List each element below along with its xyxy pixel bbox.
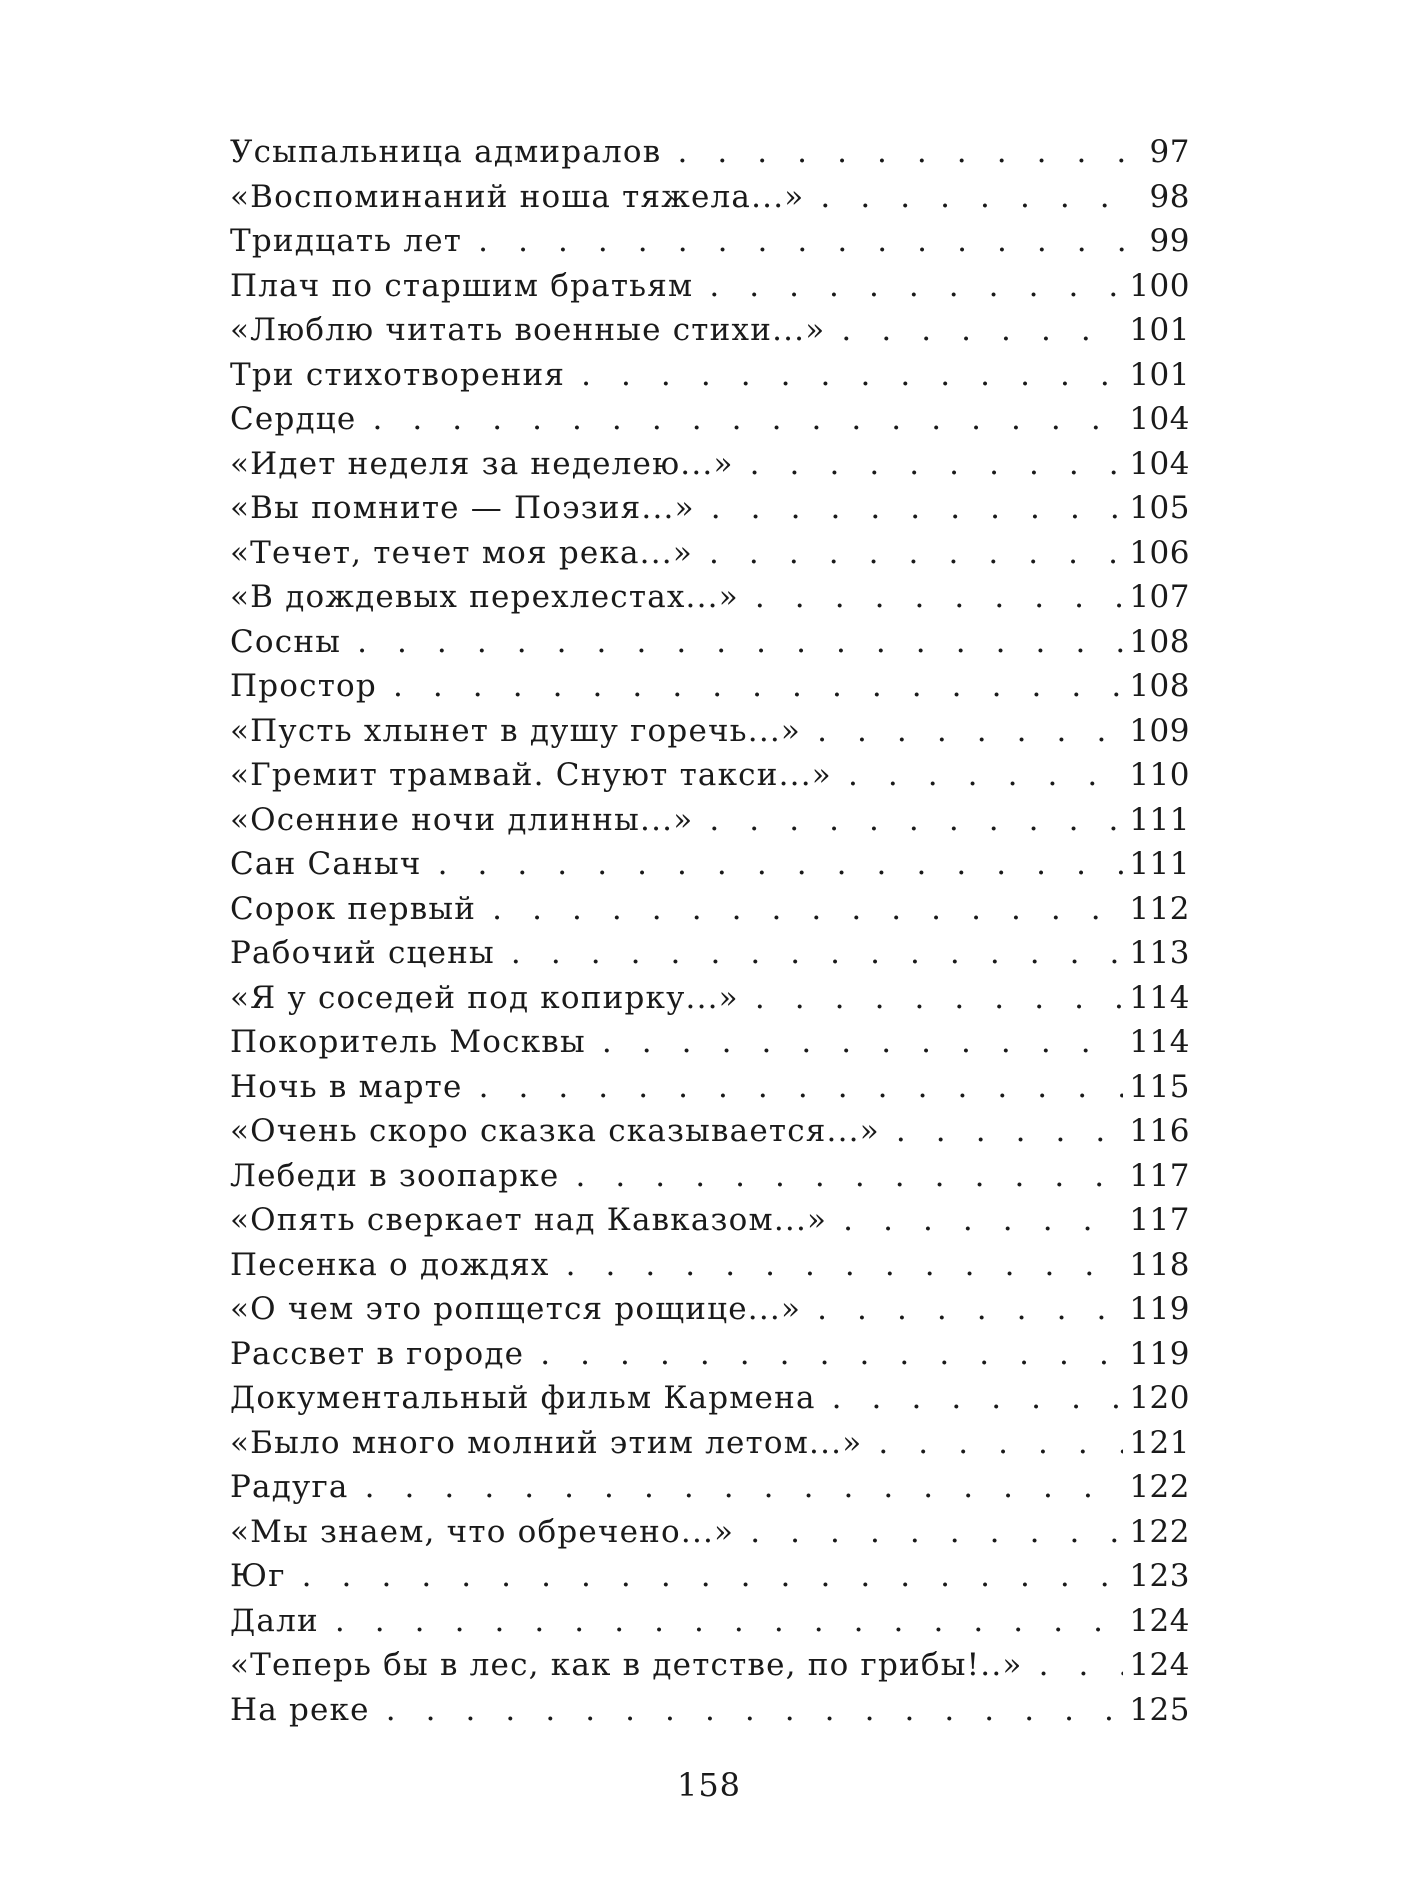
toc-entry-title: «Теперь бы в лес, как в детстве, по грибы!..» xyxy=(230,1647,1023,1683)
toc-entry xyxy=(230,353,1190,398)
toc-entry-title: Юг xyxy=(230,1558,286,1594)
toc-entry xyxy=(230,1243,1190,1288)
toc-entry-title: Тридцать лет xyxy=(230,223,463,259)
toc-entry-title: Сердце xyxy=(230,401,357,437)
toc-entry-title: «Пусть хлынет в душу горечь...» xyxy=(230,712,802,749)
toc-entry-page-number: 124 xyxy=(1129,1647,1190,1683)
toc-entry-title: «Воспоминаний ноша тяжела...» xyxy=(230,178,805,215)
toc-entry-title: «О чем это ропщется рощице...» xyxy=(230,1291,802,1327)
toc-entry-title: «Было много молний этим летом...» xyxy=(230,1424,863,1461)
table-of-contents xyxy=(230,130,1190,1732)
toc-entry xyxy=(230,1376,1190,1421)
toc-entry xyxy=(230,264,1190,309)
toc-entry xyxy=(230,1421,1190,1466)
dot-leader xyxy=(755,976,1123,1021)
toc-entry-page-number: 115 xyxy=(1129,1068,1190,1105)
dot-leader xyxy=(372,397,1123,442)
toc-entry-title: Сорок первый xyxy=(230,890,477,927)
toc-entry xyxy=(230,531,1190,576)
toc-entry-page-number: 104 xyxy=(1129,401,1190,437)
dot-leader xyxy=(393,664,1123,709)
toc-entry xyxy=(230,1688,1190,1733)
toc-entry-page-number: 125 xyxy=(1129,1691,1190,1728)
toc-entry xyxy=(230,709,1190,754)
dot-leader xyxy=(581,353,1123,398)
toc-entry-title: «Вы помните — Поэзия...» xyxy=(230,490,695,526)
toc-entry-page-number: 100 xyxy=(1129,267,1190,304)
toc-entry-page-number: 107 xyxy=(1129,579,1190,615)
toc-entry xyxy=(230,397,1190,442)
toc-entry-title: Сан Саныч xyxy=(230,846,422,882)
toc-entry-title: «Очень скоро сказка сказывается...» xyxy=(230,1113,880,1149)
toc-entry xyxy=(230,1065,1190,1110)
toc-entry-title: Дали xyxy=(230,1602,319,1639)
toc-entry xyxy=(230,575,1190,620)
toc-entry-title: «Опять сверкает над Кавказом...» xyxy=(230,1202,828,1238)
dot-leader xyxy=(841,308,1123,353)
dot-leader xyxy=(540,1332,1123,1377)
dot-leader xyxy=(511,931,1123,976)
toc-entry xyxy=(230,1198,1190,1243)
toc-entry-title: «Идет неделя за неделею...» xyxy=(230,445,734,482)
dot-leader xyxy=(817,709,1123,754)
toc-entry xyxy=(230,842,1190,887)
toc-entry-page-number: 110 xyxy=(1129,757,1190,793)
toc-entry xyxy=(230,130,1190,175)
toc-entry xyxy=(230,308,1190,353)
toc-entry-page-number: 109 xyxy=(1129,712,1190,749)
dot-leader xyxy=(820,175,1128,220)
dot-leader xyxy=(817,1287,1123,1332)
toc-entry-title: Плач по старшим братьям xyxy=(230,267,694,304)
toc-entry xyxy=(230,442,1190,487)
toc-entry xyxy=(230,798,1190,843)
toc-entry-page-number: 112 xyxy=(1129,890,1190,927)
toc-entry xyxy=(230,1109,1190,1154)
toc-entry xyxy=(230,887,1190,932)
toc-entry-page-number: 101 xyxy=(1129,356,1190,393)
toc-entry xyxy=(230,620,1190,665)
toc-entry xyxy=(230,219,1190,264)
dot-leader xyxy=(478,219,1128,264)
toc-entry xyxy=(230,1599,1190,1644)
toc-entry-page-number: 117 xyxy=(1129,1202,1190,1238)
toc-entry-title: Покоритель Москвы xyxy=(230,1024,586,1060)
toc-entry-title: Простор xyxy=(230,668,377,704)
toc-entry xyxy=(230,1465,1190,1510)
toc-entry-page-number: 116 xyxy=(1129,1113,1190,1149)
toc-entry-page-number: 113 xyxy=(1129,935,1190,971)
toc-entry-title: «Люблю читать военные стихи...» xyxy=(230,312,826,348)
dot-leader xyxy=(709,531,1123,576)
dot-leader xyxy=(575,1154,1123,1199)
toc-entry-title: Рабочий сцены xyxy=(230,935,495,971)
toc-entry-title: Усыпальница адмиралов xyxy=(230,134,662,170)
toc-entry-title: «Течет, течет моя река...» xyxy=(230,534,693,571)
toc-entry-title: Рассвет в городе xyxy=(230,1335,525,1372)
dot-leader xyxy=(711,486,1124,531)
toc-entry-page-number: 122 xyxy=(1129,1469,1190,1505)
toc-entry xyxy=(230,1554,1190,1599)
dot-leader xyxy=(365,1465,1124,1510)
toc-entry xyxy=(230,753,1190,798)
toc-entry xyxy=(230,1332,1190,1377)
dot-leader xyxy=(335,1599,1123,1644)
toc-entry xyxy=(230,1020,1190,1065)
toc-entry-page-number: 117 xyxy=(1129,1157,1190,1194)
toc-entry-title: Три стихотворения xyxy=(230,356,566,393)
dot-leader xyxy=(386,1688,1124,1733)
toc-entry xyxy=(230,1287,1190,1332)
dot-leader xyxy=(492,887,1123,932)
dot-leader xyxy=(848,753,1123,798)
toc-entry-page-number: 114 xyxy=(1129,1024,1190,1060)
toc-entry-title: Песенка о дождях xyxy=(230,1246,550,1283)
dot-leader xyxy=(896,1109,1123,1154)
toc-entry-page-number: 111 xyxy=(1129,801,1190,838)
toc-entry xyxy=(230,1510,1190,1555)
dot-leader xyxy=(479,1065,1124,1110)
toc-entry-page-number: 121 xyxy=(1129,1424,1190,1461)
toc-entry-page-number: 99 xyxy=(1149,223,1190,259)
toc-entry-title: «Гремит трамвай. Снуют такси...» xyxy=(230,757,832,793)
dot-leader xyxy=(602,1020,1123,1065)
toc-entry-page-number: 120 xyxy=(1129,1380,1190,1416)
toc-entry xyxy=(230,1643,1190,1688)
toc-entry xyxy=(230,486,1190,531)
toc-entry-page-number: 104 xyxy=(1129,445,1190,482)
dot-leader xyxy=(357,620,1123,665)
dot-leader xyxy=(755,575,1123,620)
dot-leader xyxy=(843,1198,1123,1243)
dot-leader xyxy=(878,1421,1123,1466)
toc-entry-title: Сосны xyxy=(230,623,342,660)
dot-leader xyxy=(709,264,1123,309)
toc-entry-title: Ночь в марте xyxy=(230,1068,463,1105)
dot-leader xyxy=(1039,1643,1124,1688)
toc-entry-page-number: 122 xyxy=(1129,1513,1190,1550)
dot-leader xyxy=(302,1554,1124,1599)
toc-entry-page-number: 97 xyxy=(1149,134,1190,170)
toc-entry xyxy=(230,664,1190,709)
page-number: 158 xyxy=(676,1766,742,1804)
toc-entry-page-number: 106 xyxy=(1129,534,1190,571)
toc-entry xyxy=(230,931,1190,976)
toc-entry xyxy=(230,1154,1190,1199)
toc-entry-title: «В дождевых перехлестах...» xyxy=(230,579,739,615)
toc-entry-title: Лебеди в зоопарке xyxy=(230,1157,560,1194)
toc-entry-page-number: 98 xyxy=(1149,178,1190,215)
toc-entry-title: На реке xyxy=(230,1691,370,1728)
toc-entry xyxy=(230,976,1190,1021)
toc-entry-title: «Мы знаем, что обречено...» xyxy=(230,1513,735,1550)
dot-leader xyxy=(677,130,1128,175)
dot-leader xyxy=(709,798,1123,843)
toc-entry-page-number: 108 xyxy=(1129,623,1190,660)
toc-entry-page-number: 123 xyxy=(1129,1558,1190,1594)
toc-entry-title: «Осенние ночи длинны...» xyxy=(230,801,694,838)
toc-entry-title: «Я у соседей под копирку...» xyxy=(230,979,739,1016)
toc-entry-page-number: 105 xyxy=(1129,490,1190,526)
toc-entry-title: Радуга xyxy=(230,1469,349,1505)
dot-leader xyxy=(750,1510,1123,1555)
toc-entry-page-number: 119 xyxy=(1129,1335,1190,1372)
dot-leader xyxy=(566,1243,1124,1288)
toc-entry-page-number: 114 xyxy=(1129,979,1190,1016)
toc-entry xyxy=(230,175,1190,220)
toc-entry-page-number: 101 xyxy=(1129,312,1190,348)
toc-entry-page-number: 111 xyxy=(1129,846,1190,882)
dot-leader xyxy=(438,842,1124,887)
toc-entry-page-number: 119 xyxy=(1129,1291,1190,1327)
dot-leader xyxy=(750,442,1124,487)
toc-entry-page-number: 124 xyxy=(1129,1602,1190,1639)
toc-entry-title: Документальный фильм Кармена xyxy=(230,1380,816,1416)
toc-entry-page-number: 108 xyxy=(1129,668,1190,704)
toc-entry-page-number: 118 xyxy=(1129,1246,1190,1283)
dot-leader xyxy=(832,1376,1124,1421)
